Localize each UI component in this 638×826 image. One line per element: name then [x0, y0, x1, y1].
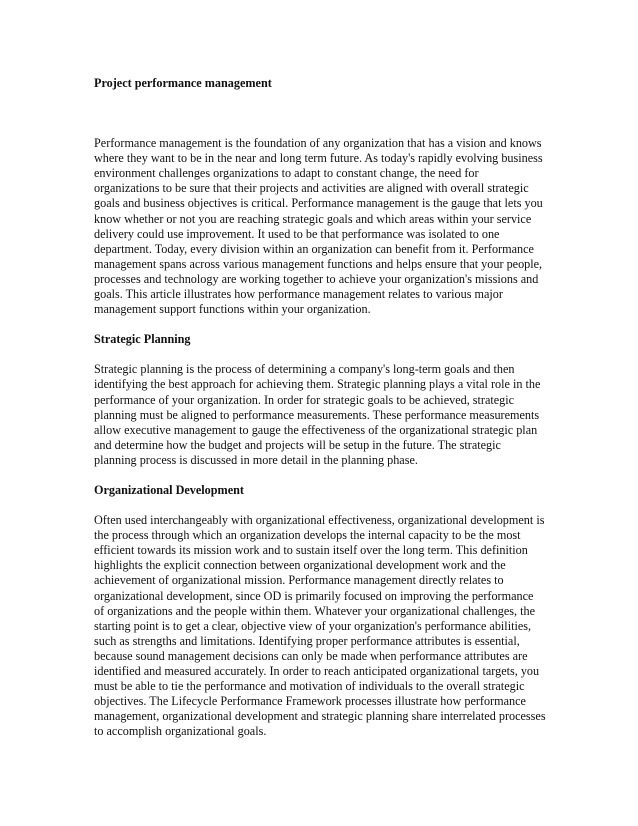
intro-paragraph: Performance management is the foundation of any organization that has a vision and knows where they want to be in the near and long term future. As today's rapidly evolving business environment challenges organizations to adapt to constant change, the need for organizations to be sure that their projects and activities are aligned with overall strategic goals and business objectives is critical. Performance management is the gauge that lets you know whether or not you are reaching strategic goals and which areas within your service delivery could use improvement. It used to be that performance was isolated to one department. Today, every division within an organization can benefit from it. Performance management spans across various management functions and helps ensure that your people, processes and technology are working together to achieve your organization's missions and goals. This article illustrates how performance management relates to various major management support functions within your organization.	[94, 136, 543, 317]
paragraph-organizational-development: Often used interchangeably with organizational effectiveness, organizational development is the process through which an organization develops the internal capacity to be the most efficient towards its mission work and to sustain itself over the long term. This definition highlights the explicit connection between organizational development work and the achievement of organizational mission. Performance management directly relates to organizational development, since OD is primarily focused on improving the performance of organizations and the people within them. Whatever your organizational challenges, the starting point is to get a clear, objective view of your organization's performance abilities, such as strengths and limitations. Identifying proper performance attributes is essential, because sound management decisions can only be made when performance attributes are identified and measured accurately. In order to reach anticipated organizational targets, you must be able to tie the performance and motivation of individuals to the overall strategic objectives. The Lifecycle Performance Framework processes illustrate how performance management, organizational development and strategic planning share interrelated processes to accomplish organizational goals.	[94, 513, 546, 739]
heading-strategic-planning: Strategic Planning	[94, 332, 191, 347]
heading-organizational-development: Organizational Development	[94, 482, 244, 497]
document-title: Project performance management	[94, 76, 272, 90]
paragraph-strategic-planning: Strategic planning is the process of determining a company's long-term goals and then identifying the best approach for achieving them. Strategic planning plays a vital role in the performance of your organization. In order for strategic goals to be achieved, strategic planning must be aligned to performance measurements. These performance measurements allow executive management to gauge the effectiveness of the organizational strategic plan and determine how the budget and projects will be setup in the future. The strategic planning process is discussed in more detail in the planning phase.	[94, 362, 541, 467]
document-body	[94, 76, 546, 739]
